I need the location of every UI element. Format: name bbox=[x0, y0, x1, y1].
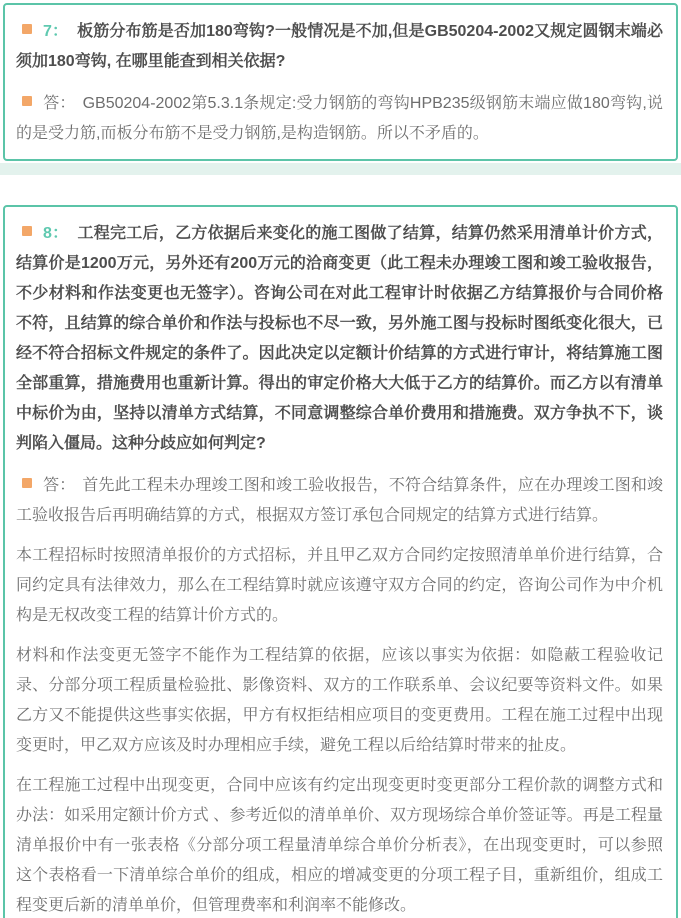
question-row bbox=[16, 219, 663, 459]
answer-prefix: 答： bbox=[43, 95, 76, 112]
question-text: 工程完工后，乙方依据后来变化的施工图做了结算，结算仍然采用清单计价方式，结算价是1200万元，另外还有200万元的洽商变更（此工程未办理竣工图和竣工验收报告，不少材料和作法变更也无签字）。咨询公司在对此工程审计时依据乙方结算报价与合同价格不符，且结算的综合单价和作法与投标也不尽一致，另外施工图与投标时图纸变化很大，已经不符合招标文件规定的条件了。因此决定以定额计价结算的方式进行审计，将结算施工图全部重算，措施费用也重新计算。得出的审定价格大大低于乙方的结算价。而乙方以有清单中标价为由，坚持以清单方式结算，不同意调整综合单价费用和措施费。双方争执不下，谈判陷入僵局。这种分歧应如何判定? bbox=[16, 225, 663, 452]
answer-row bbox=[16, 89, 663, 149]
answer-row bbox=[16, 471, 663, 531]
answer-paragraph: 在工程施工过程中出现变更，合同中应该有约定出现变更时变更部分工程价款的调整方式和办法：如采用定额计价方式 、参考近似的清单单价、双方现场综合单价签证等。再是工程量清单报价中有一张表格《分部分项工程量清单综合单价分析表》，在出现变更时，可以参照这个表格看一下清单综合单价的组成，相应的增减变更的分项工程子目，重新组价，组成工程变更后新的清单单价，但管理费率和利润率不能修改。 bbox=[16, 777, 663, 914]
answer-prefix: 答： bbox=[43, 477, 76, 494]
square-bullet-icon bbox=[22, 96, 32, 106]
answer-text: 首先此工程未办理竣工图和竣工验收报告，不符合结算条件，应在办理竣工图和竣工验收报告后再明确结算的方式，根据双方签订承包合同规定的结算方式进行结算。 bbox=[16, 477, 663, 524]
question-number: 7： bbox=[43, 23, 69, 40]
square-bullet-icon bbox=[22, 226, 32, 236]
question-row bbox=[16, 17, 663, 77]
card-gap bbox=[0, 175, 681, 205]
square-bullet-icon bbox=[22, 478, 32, 488]
answer-text: GB50204-2002第5.3.1条规定:受力钢筋的弯钩HPB235级钢筋末端应做180弯钩,说的是受力筋,而板分布筋不是受力钢筋,是构造钢筋。所以不矛盾的。 bbox=[16, 95, 663, 142]
answer-paragraph: 材料和作法变更无签字不能作为工程结算的依据，应该以事实为依据：如隐蔽工程验收记录、分部分项工程质量检验批、影像资料、双方的工作联系单、会议纪要等资料文件。如果乙方又不能提供这些事实依据，甲方有权拒结相应项目的变更费用。工程在施工过程中出现变更时，甲乙双方应该及时办理相应手续，避免工程以后给结算时带来的扯皮。 bbox=[16, 647, 663, 754]
card-shadow-strip bbox=[0, 163, 681, 175]
question-text: 板筋分布筋是否加180弯钩?一般情况是不加,但是GB50204-2002又规定圆钢末端必须加180弯钩, 在哪里能查到相关依据? bbox=[16, 23, 663, 70]
qa-card-8 bbox=[3, 205, 678, 918]
square-bullet-icon bbox=[22, 24, 32, 34]
question-number: 8： bbox=[43, 225, 69, 242]
answer-paragraph: 本工程招标时按照清单报价的方式招标，并且甲乙双方合同约定按照清单单价进行结算，合同约定具有法律效力，那么在工程结算时就应该遵守双方合同的约定，咨询公司作为中介机构是无权改变工程的结算计价方式的。 bbox=[16, 547, 663, 624]
qa-card-7 bbox=[3, 3, 678, 161]
